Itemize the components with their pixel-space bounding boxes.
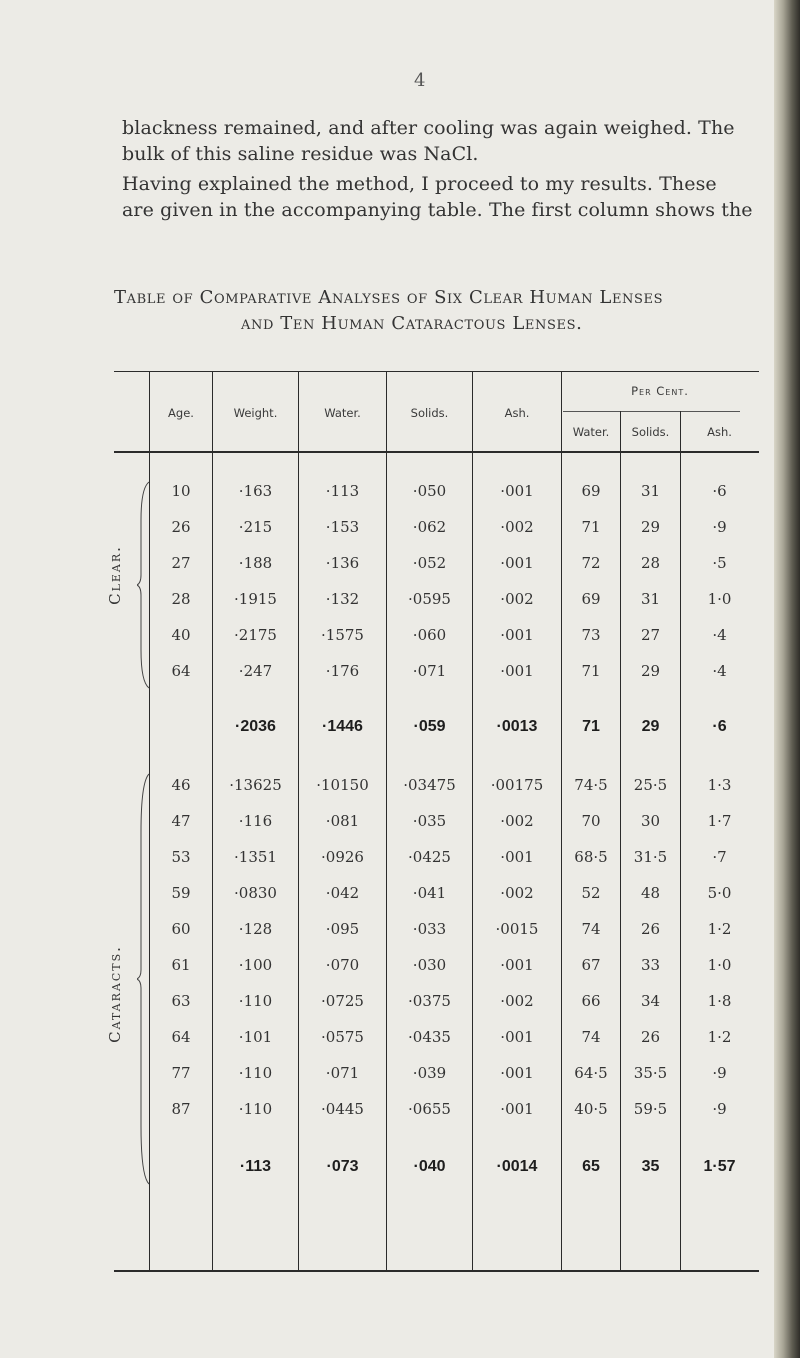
cell-solids: ·039 bbox=[412, 1064, 447, 1082]
cell-weight: ·247 bbox=[238, 662, 273, 680]
cell-ash: ·001 bbox=[500, 626, 534, 644]
table-title-line-2: and Ten Human Cataractous Lenses. bbox=[241, 313, 583, 334]
group-label-cataracts: Cataracts. bbox=[106, 945, 124, 1043]
cell-ash: ·002 bbox=[500, 590, 534, 608]
cell-ash: ·0015 bbox=[495, 920, 539, 938]
cell-pc-water: 66 bbox=[581, 992, 601, 1010]
table-top-rule bbox=[114, 371, 759, 372]
table-title-line-1: Table of Comparative Analyses of Six Clear Human Lenses bbox=[114, 287, 664, 308]
header-water: Water. bbox=[324, 406, 361, 420]
cell-pc-water: 40·5 bbox=[574, 1100, 608, 1118]
cell-weight: ·163 bbox=[238, 482, 273, 500]
cell-pc-solids: 31 bbox=[640, 482, 661, 500]
cell-pc-ash: ·5 bbox=[712, 554, 727, 572]
cell-weight: ·0830 bbox=[234, 884, 277, 902]
cell-weight: ·1915 bbox=[234, 590, 277, 608]
cell-age: 47 bbox=[171, 812, 191, 830]
cell-pc-water: 71 bbox=[581, 662, 601, 680]
header-weight: Weight. bbox=[233, 406, 278, 420]
cell-ash: ·001 bbox=[500, 1100, 534, 1118]
cell-solids: ·033 bbox=[412, 920, 447, 938]
cell-weight: ·116 bbox=[238, 812, 273, 830]
cell-pc-solids: 33 bbox=[640, 956, 661, 974]
cell-pc-water: 74 bbox=[581, 1028, 601, 1046]
cell-pc-water: 70 bbox=[581, 812, 601, 830]
header-bottom-rule bbox=[114, 451, 759, 453]
cell-age: 40 bbox=[171, 626, 191, 644]
cell-water: ·0445 bbox=[321, 1100, 364, 1118]
cell-pc-water: 64·5 bbox=[574, 1064, 608, 1082]
total-pc-solids: 29 bbox=[641, 718, 660, 735]
cell-solids: ·041 bbox=[412, 884, 447, 902]
cell-age: 27 bbox=[171, 554, 191, 572]
cell-pc-water: 71 bbox=[581, 518, 601, 536]
paragraph-line-4: are given in the accompanying table. The first column shows the bbox=[122, 199, 753, 221]
total-water: ·073 bbox=[326, 1158, 359, 1175]
cell-ash: ·002 bbox=[500, 518, 534, 536]
cell-weight: ·110 bbox=[238, 1064, 273, 1082]
cell-weight: ·100 bbox=[238, 956, 273, 974]
cell-weight: ·1351 bbox=[234, 848, 277, 866]
cell-pc-ash: ·9 bbox=[712, 1064, 727, 1082]
cell-pc-ash: 1·2 bbox=[707, 920, 732, 938]
paragraph-line-1: blackness remained, and after cooling was again weighed. The bbox=[122, 117, 735, 139]
column-rule bbox=[680, 411, 681, 1270]
cell-age: 64 bbox=[171, 662, 191, 680]
cell-pc-solids: 35·5 bbox=[633, 1064, 668, 1082]
cell-solids: ·0595 bbox=[408, 590, 451, 608]
cell-ash: ·001 bbox=[500, 1064, 534, 1082]
group-label-clear: Clear. bbox=[106, 545, 124, 605]
cell-age: 53 bbox=[171, 848, 191, 866]
cell-solids: ·060 bbox=[412, 626, 447, 644]
cell-age: 60 bbox=[171, 920, 191, 938]
cell-ash: ·001 bbox=[500, 662, 534, 680]
cell-pc-solids: 29 bbox=[640, 662, 661, 680]
cell-pc-solids: 31·5 bbox=[633, 848, 668, 866]
cell-water: ·081 bbox=[325, 812, 360, 830]
cell-pc-solids: 29 bbox=[640, 518, 661, 536]
cell-pc-ash: ·4 bbox=[712, 626, 727, 644]
cell-pc-solids: 25·5 bbox=[633, 776, 668, 794]
cell-pc-solids: 30 bbox=[640, 812, 661, 830]
cell-ash: ·001 bbox=[500, 848, 534, 866]
total-pc-ash: 1·57 bbox=[703, 1158, 736, 1175]
cell-water: ·1575 bbox=[321, 626, 364, 644]
cell-pc-solids: 34 bbox=[640, 992, 661, 1010]
cell-pc-ash: ·4 bbox=[712, 662, 727, 680]
cell-ash: ·001 bbox=[500, 956, 534, 974]
total-weight: ·2036 bbox=[235, 718, 276, 735]
total-solids: ·059 bbox=[413, 718, 446, 735]
page-number: 4 bbox=[414, 70, 426, 91]
cell-weight: ·110 bbox=[238, 992, 273, 1010]
cell-pc-water: 68·5 bbox=[574, 848, 608, 866]
cell-solids: ·03475 bbox=[403, 776, 456, 794]
cell-pc-ash: 1·8 bbox=[707, 992, 732, 1010]
cell-solids: ·0375 bbox=[408, 992, 451, 1010]
total-water: ·1446 bbox=[322, 718, 363, 735]
cell-pc-ash: ·9 bbox=[712, 1100, 727, 1118]
cell-weight: ·128 bbox=[238, 920, 273, 938]
cell-pc-solids: 59·5 bbox=[633, 1100, 668, 1118]
cell-solids: ·035 bbox=[412, 812, 447, 830]
total-pc-water: 65 bbox=[582, 1158, 600, 1175]
cell-pc-water: 69 bbox=[581, 590, 601, 608]
cell-pc-ash: 5·0 bbox=[707, 884, 732, 902]
total-pc-water: 71 bbox=[582, 718, 600, 735]
cataracts-group-brace bbox=[137, 772, 151, 1186]
cell-water: ·071 bbox=[325, 1064, 360, 1082]
cell-weight: ·2175 bbox=[234, 626, 277, 644]
cell-pc-solids: 27 bbox=[640, 626, 661, 644]
cell-solids: ·071 bbox=[412, 662, 447, 680]
cell-water: ·0575 bbox=[321, 1028, 364, 1046]
header-per-cent-ash: Ash. bbox=[707, 425, 732, 439]
cell-age: 87 bbox=[171, 1100, 191, 1118]
paragraph-line-2: bulk of this saline residue was NaCl. bbox=[122, 143, 479, 165]
cell-age: 10 bbox=[171, 482, 191, 500]
cell-age: 26 bbox=[171, 518, 191, 536]
total-pc-solids: 35 bbox=[641, 1158, 660, 1175]
cell-pc-solids: 31 bbox=[640, 590, 661, 608]
header-per-cent: Per Cent. bbox=[631, 384, 689, 398]
cell-ash: ·002 bbox=[500, 884, 534, 902]
cell-age: 64 bbox=[171, 1028, 191, 1046]
cell-solids: ·050 bbox=[412, 482, 447, 500]
total-ash: ·0014 bbox=[496, 1158, 538, 1175]
table-bottom-rule bbox=[114, 1270, 759, 1272]
total-pc-ash: ·6 bbox=[712, 718, 727, 735]
cell-solids: ·0425 bbox=[408, 848, 451, 866]
cell-pc-ash: 1·0 bbox=[707, 590, 732, 608]
header-age: Age. bbox=[168, 406, 194, 420]
cell-water: ·070 bbox=[325, 956, 360, 974]
cell-water: ·0725 bbox=[321, 992, 364, 1010]
cell-weight: ·110 bbox=[238, 1100, 273, 1118]
cell-pc-solids: 26 bbox=[640, 1028, 661, 1046]
cell-pc-water: 74 bbox=[581, 920, 601, 938]
cell-pc-water: 69 bbox=[581, 482, 601, 500]
cell-age: 28 bbox=[171, 590, 191, 608]
cell-pc-ash: 1·3 bbox=[707, 776, 732, 794]
cell-ash: ·002 bbox=[500, 992, 534, 1010]
cell-age: 59 bbox=[171, 884, 191, 902]
cell-weight: ·215 bbox=[238, 518, 273, 536]
cell-weight: ·188 bbox=[238, 554, 273, 572]
cell-water: ·132 bbox=[325, 590, 360, 608]
cell-pc-water: 72 bbox=[581, 554, 601, 572]
book-page-edge bbox=[774, 0, 800, 1358]
cell-ash: ·001 bbox=[500, 1028, 534, 1046]
cell-weight: ·13625 bbox=[229, 776, 282, 794]
cell-pc-solids: 48 bbox=[640, 884, 661, 902]
cell-age: 63 bbox=[171, 992, 191, 1010]
cell-solids: ·062 bbox=[412, 518, 447, 536]
per-cent-brace-rule bbox=[563, 411, 740, 412]
cell-water: ·136 bbox=[325, 554, 360, 572]
cell-pc-ash: 1·2 bbox=[707, 1028, 732, 1046]
cell-pc-water: 67 bbox=[581, 956, 601, 974]
cell-solids: ·0655 bbox=[408, 1100, 451, 1118]
cell-age: 61 bbox=[171, 956, 191, 974]
header-solids: Solids. bbox=[410, 406, 449, 420]
cell-ash: ·002 bbox=[500, 812, 534, 830]
cell-ash: ·001 bbox=[500, 554, 534, 572]
cell-age: 46 bbox=[171, 776, 191, 794]
header-per-cent-solids: Solids. bbox=[631, 425, 670, 439]
cell-pc-solids: 26 bbox=[640, 920, 661, 938]
total-ash: ·0013 bbox=[496, 718, 538, 735]
cell-pc-ash: ·7 bbox=[712, 848, 727, 866]
header-per-cent-water: Water. bbox=[572, 425, 610, 439]
cell-water: ·113 bbox=[325, 482, 360, 500]
cell-pc-water: 74·5 bbox=[574, 776, 608, 794]
cell-pc-ash: ·6 bbox=[712, 482, 727, 500]
cell-water: ·095 bbox=[325, 920, 360, 938]
cell-pc-ash: ·9 bbox=[712, 518, 727, 536]
cell-pc-solids: 28 bbox=[640, 554, 661, 572]
cell-weight: ·101 bbox=[238, 1028, 273, 1046]
cell-pc-ash: 1·7 bbox=[707, 812, 732, 830]
cell-water: ·176 bbox=[325, 662, 360, 680]
total-solids: ·040 bbox=[413, 1158, 446, 1175]
cell-solids: ·052 bbox=[412, 554, 447, 572]
cell-water: ·153 bbox=[325, 518, 360, 536]
cell-ash: ·00175 bbox=[490, 776, 544, 794]
cell-ash: ·001 bbox=[500, 482, 534, 500]
paragraph-line-3: Having explained the method, I proceed to my results. These bbox=[122, 173, 717, 195]
header-ash: Ash. bbox=[504, 406, 530, 420]
cell-water: ·10150 bbox=[316, 776, 369, 794]
cell-water: ·0926 bbox=[321, 848, 364, 866]
cell-solids: ·030 bbox=[412, 956, 447, 974]
cell-solids: ·0435 bbox=[408, 1028, 451, 1046]
cell-pc-ash: 1·0 bbox=[707, 956, 732, 974]
clear-group-brace bbox=[137, 480, 151, 690]
column-rule bbox=[620, 411, 621, 1270]
cell-water: ·042 bbox=[325, 884, 360, 902]
total-weight: ·113 bbox=[239, 1158, 272, 1175]
cell-pc-water: 52 bbox=[581, 884, 601, 902]
cell-age: 77 bbox=[171, 1064, 191, 1082]
cell-pc-water: 73 bbox=[581, 626, 601, 644]
